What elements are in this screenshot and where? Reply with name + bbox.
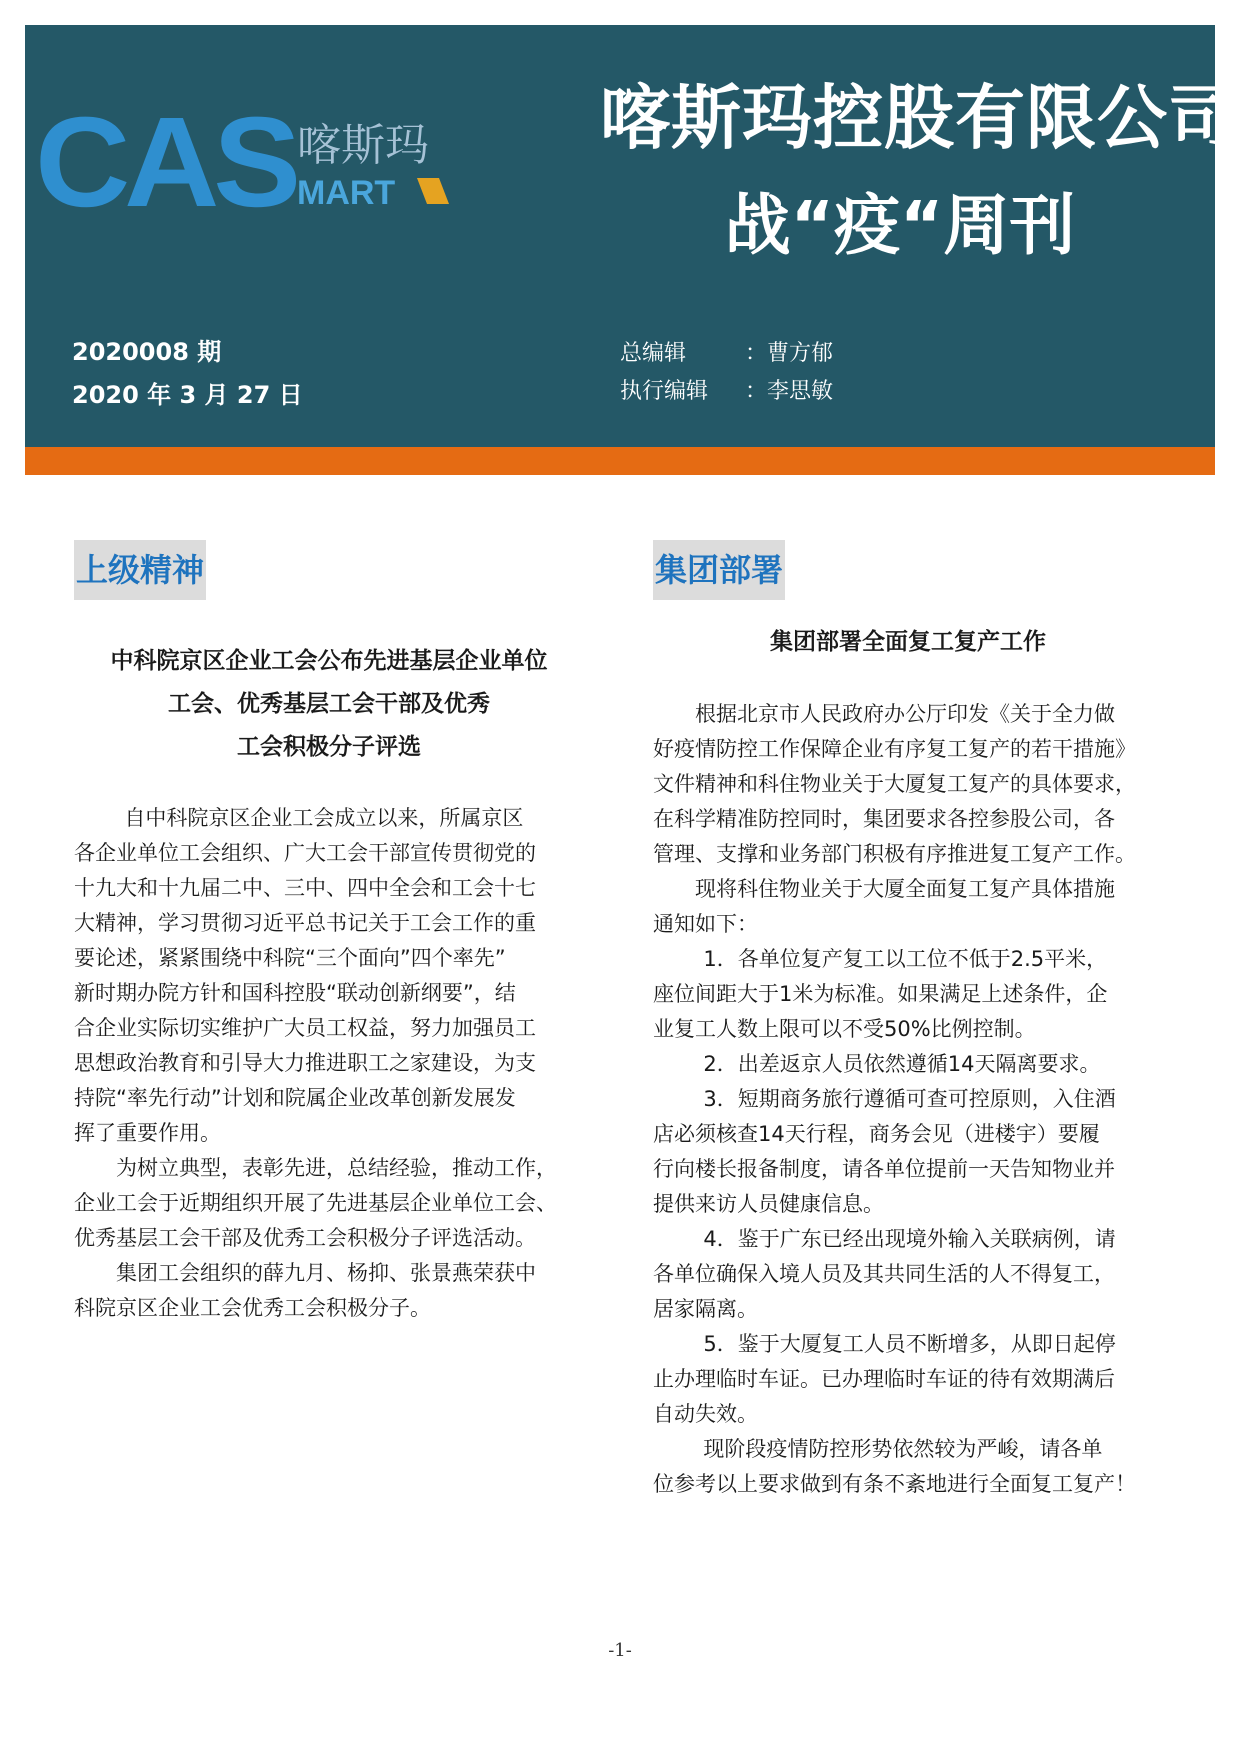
list-item: 1．各单位复产复工以工位不低于2.5平米， [703, 947, 1108, 971]
paragraph: 挥了重要作用。 [74, 1121, 221, 1145]
svg-text:MART: MART [297, 174, 396, 212]
paragraph: 居家隔离。 [653, 1297, 758, 1321]
paragraph: 自动失效。 [653, 1402, 758, 1426]
paragraph: 企业工会于近期组织开展了先进基层企业单位工会、 [74, 1191, 557, 1215]
exec-editor [620, 374, 833, 405]
list-item: 3．短期商务旅行遵循可查可控原则，入住酒 [703, 1087, 1116, 1111]
left-title-line: 工会、优秀基层工会干部及优秀 [168, 691, 490, 717]
list-item: 2．出差返京人员依然遵循14天隔离要求。 [703, 1052, 1101, 1076]
paragraph: 思想政治教育和引导大力推进职工之家建设，为支 [74, 1051, 536, 1075]
paragraph: 科院京区企业工会优秀工会积极分子。 [74, 1296, 431, 1320]
chief-editor-label: 总编辑 [620, 341, 687, 366]
paragraph: 各企业单位工会组织、广大工会干部宣传贯彻党的 [74, 841, 536, 865]
paragraph: 大精神，学习贯彻习近平总书记关于工会工作的重 [74, 911, 536, 935]
list-item: 4．鉴于广东已经出现境外输入关联病例，请 [703, 1227, 1116, 1251]
paragraph: 集团工会组织的薛九月、杨抑、张景燕荣获中 [116, 1261, 536, 1285]
paragraph: 在科学精准防控同时，集团要求各控参股公司，各 [653, 807, 1115, 831]
left-article-title [74, 640, 584, 769]
left-article-body [74, 801, 584, 1326]
section-title-left: 上级精神 [74, 540, 206, 600]
company-name: 喀斯玛控股有限公司 [600, 77, 1239, 159]
paragraph: 行向楼长报备制度，请各单位提前一天告知物业并 [653, 1157, 1115, 1181]
paragraph: 要论述，紧紧围绕中科院“三个面向”四个率先” [74, 946, 506, 970]
exec-editor-label: 执行编辑 [620, 379, 709, 404]
issue-date: 2020 年 3 月 27 日 [72, 381, 303, 409]
paragraph: 座位间距大于1米为标准。如果满足上述条件，企 [653, 982, 1108, 1006]
paragraph: 为树立典型，表彰先进，总结经验，推动工作， [116, 1156, 557, 1180]
paragraph: 通知如下： [653, 912, 758, 936]
paragraph: 优秀基层工会干部及优秀工会积极分子评选活动。 [74, 1226, 536, 1250]
paragraph: 合企业实际切实维护广大员工权益，努力加强员工 [74, 1016, 536, 1040]
right-article-title: 集团部署全面复工复产工作 [770, 629, 1046, 655]
chief-editor [620, 336, 833, 367]
left-title-line: 中科院京区企业工会公布先进基层企业单位 [110, 648, 548, 674]
paragraph: 自中科院京区企业工会成立以来，所属京区 [124, 806, 524, 830]
accent-bar [25, 447, 1215, 475]
paragraph: 业复工人数上限可以不受50%比例控制。 [653, 1017, 1036, 1041]
paragraph: 位参考以上要求做到有条不紊地进行全面复工复产！ [653, 1472, 1136, 1496]
left-title-line: 工会积极分子评选 [237, 734, 421, 760]
issue-number: 2020008 期 [72, 338, 222, 366]
paragraph: 店必须核查14天行程，商务会见（进楼宇）要履 [653, 1122, 1100, 1146]
paragraph: 各单位确保入境人员及其共同生活的人不得复工， [653, 1262, 1115, 1286]
list-item: 5．鉴于大厦复工人员不断增多，从即日起停 [703, 1332, 1116, 1356]
newsletter-title: 战“疫“周刊 [724, 187, 1076, 264]
cas-smart-logo [35, 108, 475, 218]
section-title-right: 集团部署 [653, 540, 785, 600]
chief-editor-value: ：曹方郁 [745, 341, 834, 366]
svg-text:CAS: CAS [35, 108, 297, 218]
paragraph: 持院“率先行动”计划和院属企业改革创新发展发 [74, 1086, 516, 1110]
paragraph: 现将科住物业关于大厦全面复工复产具体措施 [695, 877, 1115, 901]
page-number: -1- [608, 1640, 632, 1661]
right-article-body [653, 697, 1183, 1502]
exec-editor-value: ：李思敏 [745, 379, 834, 404]
paragraph: 提供来访人员健康信息。 [653, 1192, 884, 1216]
paragraph: 管理、支撑和业务部门积极有序推进复工复产工作。 [653, 842, 1136, 866]
paragraph: 十九大和十九届二中、三中、四中全会和工会十七 [74, 876, 536, 900]
paragraph: 新时期办院方针和国科控股“联动创新纲要”，结 [74, 981, 516, 1005]
paragraph: 根据北京市人民政府办公厅印发《关于全力做 [695, 702, 1115, 726]
paragraph: 现阶段疫情防控形势依然较为严峻，请各单 [703, 1437, 1103, 1461]
paragraph: 好疫情防控工作保障企业有序复工复产的若干措施》 [653, 737, 1136, 761]
paragraph: 止办理临时车证。已办理临时车证的待有效期满后 [653, 1367, 1115, 1391]
svg-text:喀斯玛: 喀斯玛 [297, 120, 429, 171]
paragraph: 文件精神和科住物业关于大厦复工复产的具体要求， [653, 772, 1136, 796]
